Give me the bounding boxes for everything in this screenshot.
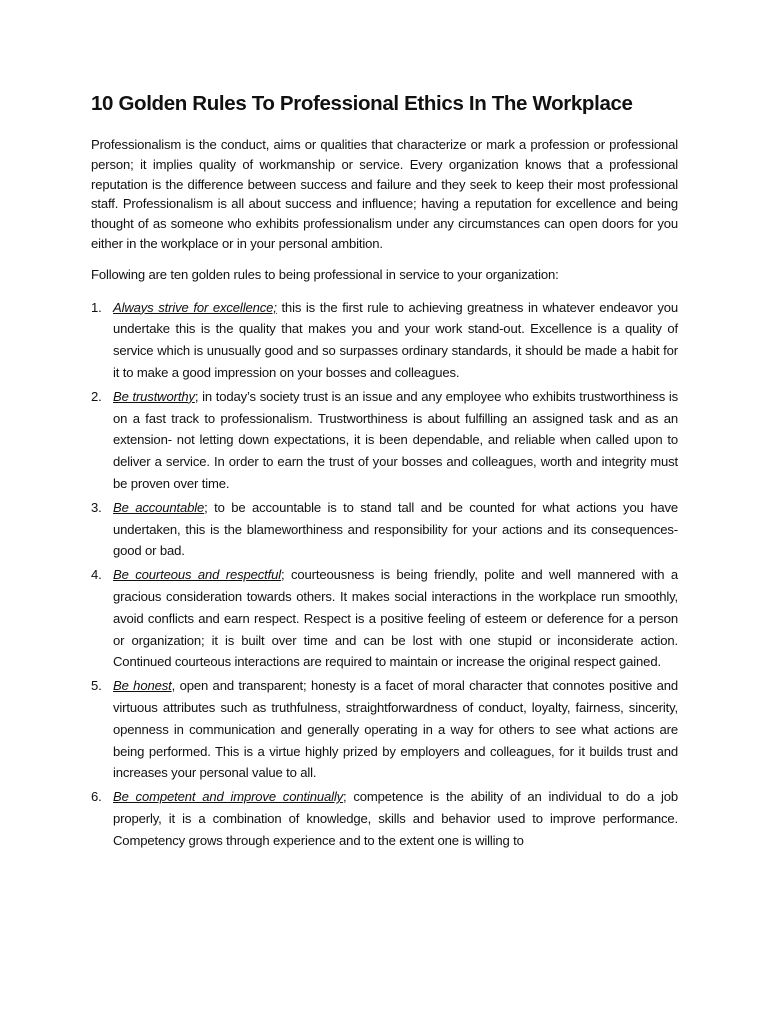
- rule-item: [91, 675, 678, 784]
- rule-item: [91, 297, 678, 384]
- rule-keyword: Be honest: [113, 678, 172, 694]
- rule-keyword: Be trustworthy: [113, 388, 195, 404]
- rule-item: [91, 564, 678, 673]
- rule-number: 3.: [91, 499, 102, 515]
- document-page: [91, 92, 678, 854]
- rule-number: 6.: [91, 789, 102, 805]
- rule-keyword: Be courteous and respectful: [113, 567, 282, 583]
- rule-item: [91, 386, 678, 495]
- rule-item: [91, 497, 678, 562]
- rule-text: ; competence is the ability of an individual to do a job properly, it is a combination of knowledge, skills and behavior used to improve performance. Competency grows through experience and to the extent one is willing to: [113, 789, 678, 848]
- rule-text: ; in today’s society trust is an issue and any employee who exhibits trustworthiness is on a fast track to professionalism. Trustworthiness is about fulfilling an assigned task and as an extension- not letting down expectations, it is been dependable, and reliable when called upon to deliver a service. In order to earn the trust of your bosses and colleagues, worth and integrity must be proven over time.: [113, 388, 678, 491]
- rule-number: 2.: [91, 388, 102, 404]
- rule-number: 5.: [91, 678, 102, 694]
- rule-text: , open and transparent; honesty is a facet of moral character that connotes positive and virtuous attributes such as truthfulness, straightforwardness of conduct, loyalty, fairness, sincerity, openness in communication and generally operating in a way for others to see what actions are being performed. This is a virtue highly prized by employers and colleagues, for it builds trust and increases your personal value to all.: [113, 678, 679, 781]
- rule-text: ; courteousness is being friendly, polite and well mannered with a gracious consideration towards others. It makes social interactions in the workplace run smoothly, avoid conflicts and earn respect. Respect is a positive feeling of esteem or deference for a person or organization; it is built over time and can be lost with one stupid or inconsiderate action. Continued courteous interactions are required to maintain or increase the original respect gained.: [113, 567, 678, 670]
- rule-item: [91, 786, 678, 851]
- rule-text: ; to be accountable is to stand tall and be counted for what actions you have undertaken, this is the blameworthiness and responsibility for your actions and its consequences- good or bad.: [113, 499, 678, 559]
- rule-keyword: Be accountable: [113, 499, 205, 515]
- rule-number: 1.: [91, 299, 102, 315]
- rule-keyword: Always strive for excellence;: [113, 299, 277, 315]
- rule-keyword: Be competent and improve continually: [113, 789, 344, 805]
- rules-list: [91, 297, 678, 852]
- rule-text: this is the first rule to achieving greatness in whatever endeavor you undertake this is the quality that makes you and your work stand-out. Excellence is a quality of service which is unusually good and so surpasses ordinary standards, it should be made a habit for it to make a good impression on your bosses and colleagues.: [113, 299, 679, 380]
- rule-number: 4.: [91, 567, 102, 583]
- document-title: 10 Golden Rules To Professional Ethics In The Workplace: [91, 92, 633, 115]
- lead-paragraph: Following are ten golden rules to being professional in service to your organization:: [91, 266, 559, 282]
- intro-paragraph: Professionalism is the conduct, aims or qualities that characterize or mark a profession or professional person; it implies quality of workmanship or service. Every organization knows that a professional reputation is the difference between success and failure and they seek to keep their most professional staff. Professionalism is all about success and influence; having a reputation for excellence and being thought of as someone who exhibits professionalism under any circumstances can open doors for you either in the workplace or in your personal ambition.: [91, 137, 678, 251]
